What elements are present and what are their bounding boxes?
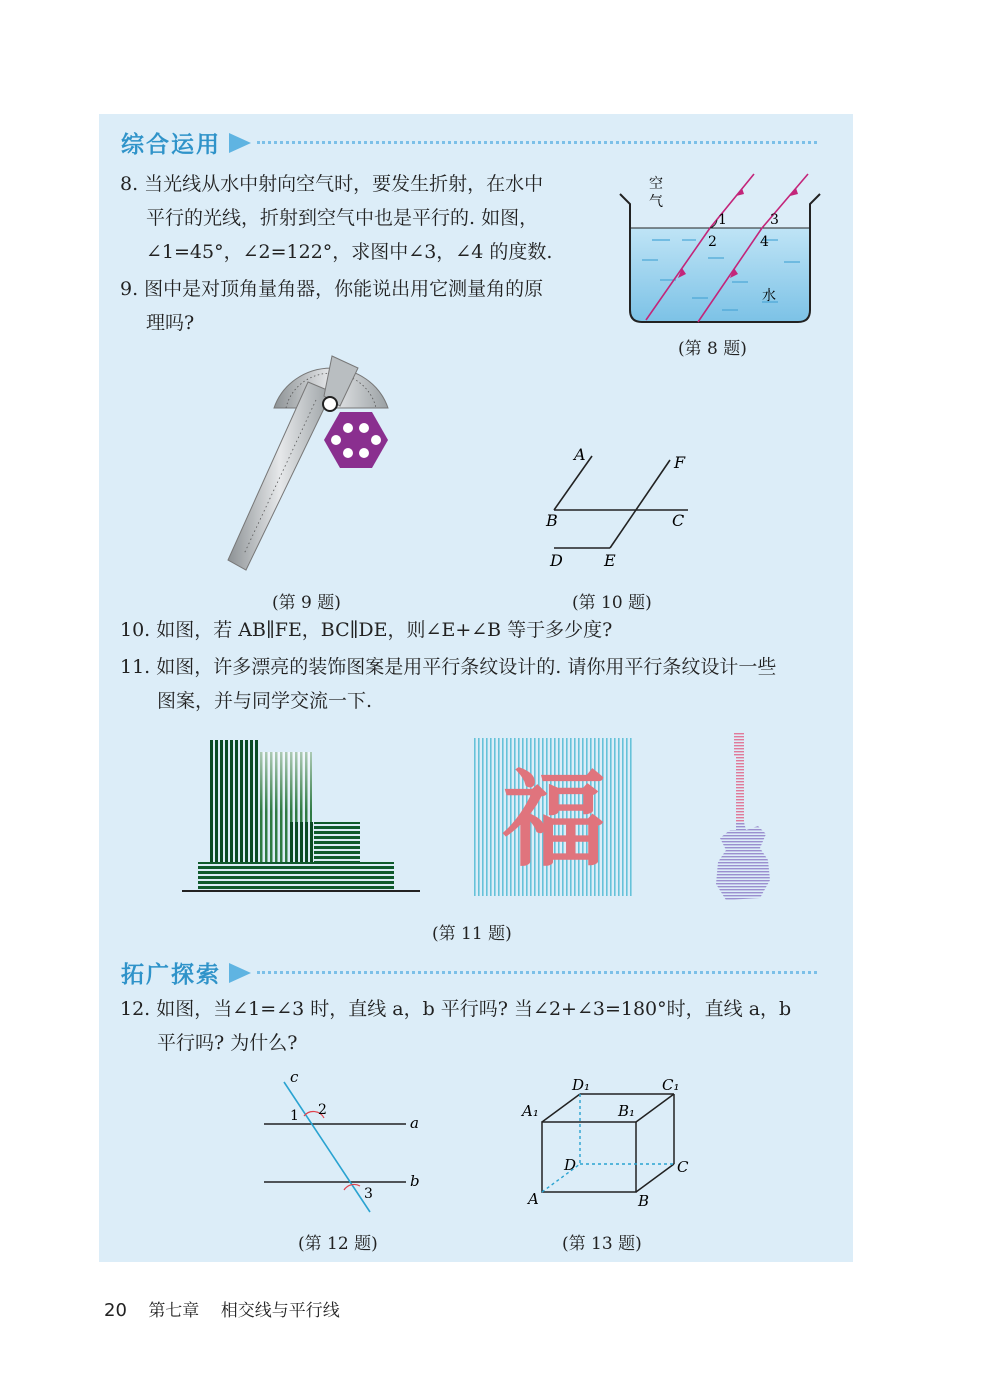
fig13-label-D1: D₁	[572, 1076, 591, 1094]
fig11-fu-char: 福	[501, 758, 607, 881]
question-8	[120, 167, 552, 269]
figure-11-buildings	[180, 736, 424, 896]
section-header-comprehensive	[121, 126, 817, 159]
question-line: ∠1=45°，∠2=122°，求图中∠3，∠4 的度数.	[146, 241, 553, 263]
fig12-label-a: a	[410, 1114, 419, 1132]
fig10-label-D: D	[550, 551, 563, 570]
fig8-label-air1: 空	[649, 176, 663, 192]
question-12	[120, 992, 791, 1060]
fig10-label-F: F	[674, 453, 686, 472]
fig12-angle-2: 2	[318, 1102, 327, 1118]
question-11	[120, 650, 776, 718]
page-number: 20	[104, 1300, 127, 1321]
caption-q12: (第 12 题)	[298, 1234, 378, 1254]
fig8-label-air2: 气	[649, 194, 663, 210]
section-title: 拓广探索	[121, 962, 221, 988]
fig10-label-B: B	[546, 511, 558, 530]
fig8-angle-4: 4	[760, 234, 769, 250]
caption-q9: (第 9 题)	[272, 593, 341, 613]
question-line: 平行吗? 为什么?	[157, 1032, 298, 1054]
section-arrow-icon	[229, 133, 251, 153]
section-arrow-icon	[229, 963, 251, 983]
question-line: 10. 如图，若 AB∥FE，BC∥DE，则∠E+∠B 等于多少度?	[120, 619, 613, 641]
water-body	[630, 228, 810, 322]
section-divider	[257, 141, 817, 144]
ruler-arm	[228, 382, 332, 570]
chapter-number: 第七章	[148, 1301, 200, 1321]
figure-10-lines	[540, 440, 700, 572]
caption-q8: (第 8 题)	[678, 339, 747, 359]
caption-q11: (第 11 题)	[432, 924, 512, 944]
question-line: 9. 图中是对顶角量角器，你能说出用它测量角的原	[120, 278, 544, 300]
fig12-angle-3: 3	[364, 1186, 373, 1202]
caption-q13: (第 13 题)	[562, 1234, 642, 1254]
fig12-angle-1: 1	[290, 1108, 299, 1124]
figure-11-guitar	[710, 730, 774, 904]
fig12-label-b: b	[410, 1172, 420, 1190]
figure-9-protractor	[222, 348, 394, 574]
fig13-label-B1: B₁	[618, 1102, 636, 1120]
question-line: 理吗?	[146, 312, 195, 334]
figure-13-cube	[518, 1072, 698, 1214]
figure-8-beaker	[612, 170, 830, 330]
fig8-angle-1: 1	[718, 212, 727, 228]
section-divider	[257, 971, 817, 974]
fig10-label-C: C	[672, 511, 685, 530]
fig8-label-water: 水	[762, 288, 776, 304]
fig8-angle-3: 3	[770, 212, 779, 228]
fig13-label-D: D	[564, 1156, 577, 1174]
fig10-label-A: A	[574, 445, 586, 464]
fig8-angle-2: 2	[708, 234, 717, 250]
question-line: 图案，并与同学交流一下.	[157, 690, 373, 712]
section-header-extension	[121, 956, 817, 989]
question-line: 12. 如图，当∠1=∠3 时，直线 a，b 平行吗? 当∠2+∠3=180°时，直线 a，b	[120, 998, 792, 1020]
fig13-label-A1: A₁	[522, 1102, 539, 1120]
question-line: 平行的光线，折射到空气中也是平行的. 如图，	[146, 207, 539, 229]
chapter-title: 相交线与平行线	[220, 1301, 340, 1321]
fig12-label-c: c	[290, 1068, 299, 1086]
section-title: 综合运用	[121, 132, 221, 158]
fig10-label-E: E	[604, 551, 616, 570]
question-9	[120, 272, 543, 340]
figure-12-transversal	[256, 1068, 432, 1218]
question-10	[120, 613, 612, 647]
page-footer	[104, 1296, 340, 1321]
fig13-label-B: B	[638, 1192, 650, 1210]
caption-q10: (第 10 题)	[572, 593, 652, 613]
fig13-label-C: C	[677, 1158, 689, 1176]
question-line: 8. 当光线从水中射向空气时，要发生折射，在水中	[120, 173, 544, 195]
fig13-label-A: A	[528, 1190, 539, 1208]
fig13-label-C1: C₁	[662, 1076, 680, 1094]
question-line: 11. 如图，许多漂亮的装饰图案是用平行条纹设计的. 请你用平行条纹设计一些	[120, 656, 777, 678]
figure-11-fu	[474, 738, 634, 896]
